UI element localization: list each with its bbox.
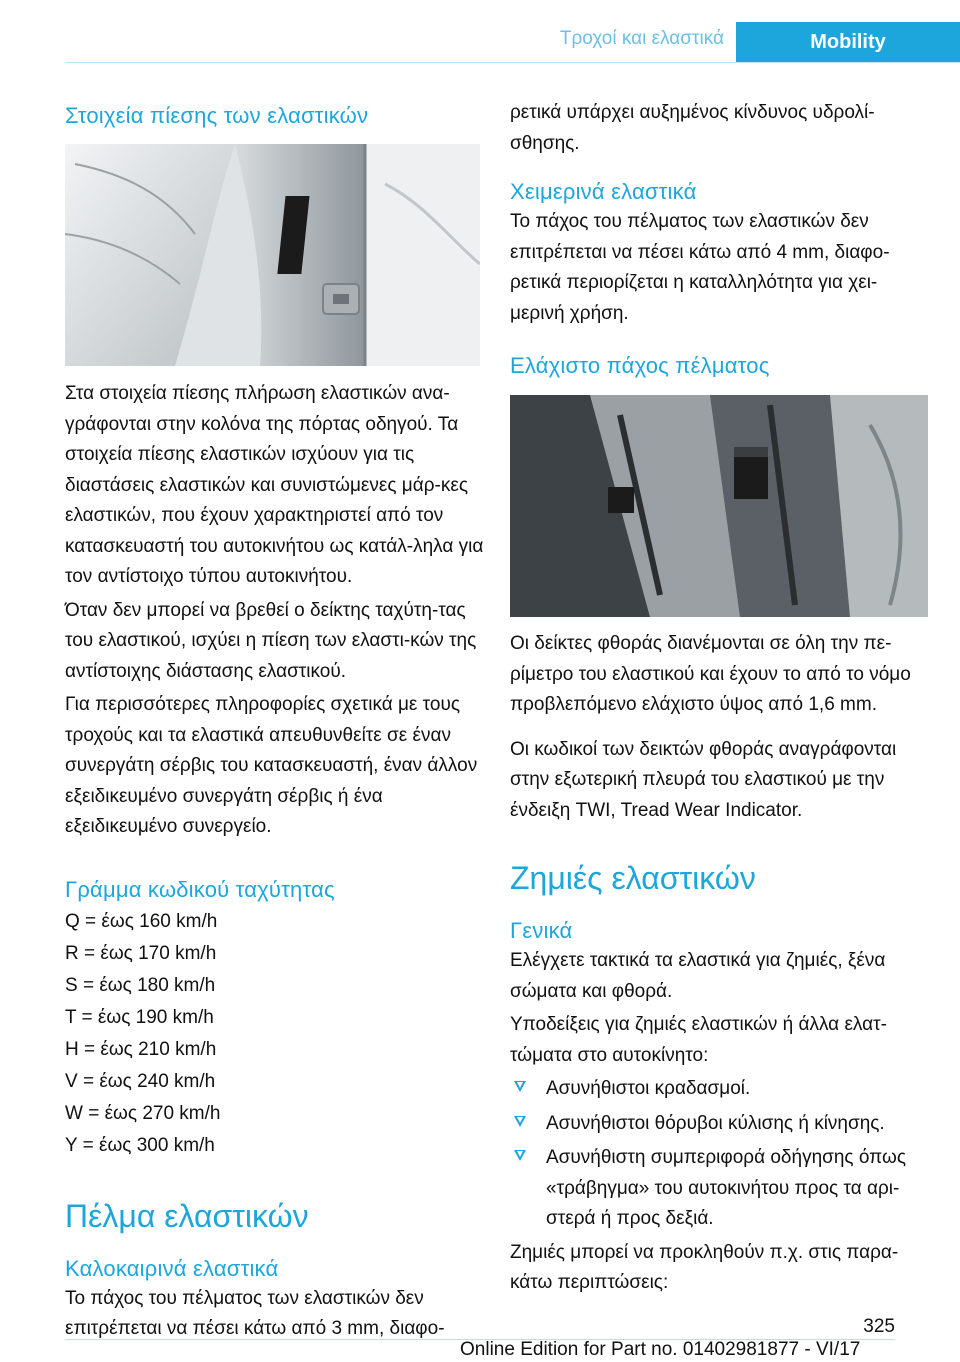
door-pillar-illustration — [65, 144, 480, 366]
damage-signs-list — [510, 1074, 930, 1235]
paragraph-wear-indicators: Οι δείκτες φθοράς διανέμονται σε όλη την πε‐ρίμετρο του ελαστικού και έχουν το από το νόμο προβλεπόμενο ελάχιστο ύψος από 1,6 mm. — [510, 633, 911, 715]
paragraph-tire-pressure-location: Στα στοιχεία πίεσης πλήρωση ελαστικών ανα‐γράφονται στην κολόνα της πόρτας οδηγού. Τα στοιχεία πίεσης ελαστικών ισχύουν για τις διαστάσεις ελαστικών και συνιστώμενες μάρ‐κες ελαστικών, που έχουν χαρακτηριστεί από τον κατασκευαστή του αυτοκινήτου ως κατάλ‐ληλα για τον αντίστοιχο τύπου αυτοκινήτου. — [65, 383, 484, 587]
bullet-triangle-icon — [514, 1150, 526, 1161]
header-section-title: Τροχοί και ελαστικά — [559, 28, 724, 49]
speed-code-item: S = έως 180 km/h — [65, 974, 216, 996]
heading-tire-tread: Πέλμα ελαστικών — [65, 1197, 309, 1234]
bullet-triangle-icon — [514, 1116, 526, 1127]
heading-summer-tires: Καλοκαιρινά ελαστικά — [65, 1255, 279, 1281]
heading-min-tread-depth: Ελάχιστο πάχος πέλματος — [510, 353, 770, 378]
speed-code-item: H = έως 210 km/h — [65, 1038, 217, 1060]
heading-general: Γενικά — [510, 918, 573, 943]
paragraph-damage-signs: Υποδείξεις για ζημιές ελαστικών ή άλλα ελατ‐τώματα στο αυτοκίνητο: — [510, 1014, 887, 1066]
speed-code-item: T = έως 190 km/h — [65, 1006, 214, 1028]
heading-tire-damage: Ζημιές ελαστικών — [510, 860, 756, 896]
list-item: Ασυνήθιστη συμπεριφορά οδήγησης όπως «τράβηγμα» του αυτοκινήτου προς τα αρι‐στερά ή προς δεξιά. — [510, 1143, 930, 1235]
paragraph-damage-causes: Ζημιές μπορεί να προκληθούν π.χ. στις παρα‐κάτω περιπτώσεις: — [510, 1241, 899, 1293]
footer-edition: Online Edition for Part no. 01402981877 - VI/17 — [460, 1339, 861, 1360]
tread-wear-figure — [510, 395, 928, 617]
paragraph-twi-marking: Οι κωδικοί των δεικτών φθοράς αναγράφονται στην εξωτερική πλευρά του ελαστικού με την ένδειξη TWI, Tread Wear Indicator. — [510, 738, 897, 821]
bullet-triangle-icon — [514, 1081, 526, 1092]
tread-wear-illustration — [510, 395, 928, 617]
page-header — [65, 22, 960, 63]
heading-tire-pressure: Στοιχεία πίεσης των ελαστικών — [65, 103, 369, 128]
page-number: 325 — [863, 1316, 895, 1337]
speed-code-item: W = έως 270 km/h — [65, 1102, 221, 1124]
paragraph-more-info: Για περισσότερες πληροφορίες σχετικά με τους τροχούς και τα ελαστικά απευθυνθείτε σε έναν συνεργάτη σέρβις του κατασκευαστή, έναν άλλον εξειδικευμένο συνεργάτη σέρβις ή ένα εξειδικευμένο συνεργείο. — [65, 694, 478, 837]
paragraph-winter-tread: Το πάχος του πέλματος των ελαστικών δεν επιτρέπεται να πέσει κάτω από 4 mm, διαφο‐ρετικά περιορίζεται η καταλληλότητα για χει‐μερινή χρήση. — [510, 211, 890, 324]
list-item: Ασυνήθιστοι κραδασμοί. — [510, 1074, 930, 1105]
speed-code-item: R = έως 170 km/h — [65, 942, 217, 964]
heading-speed-code: Γράμμα κωδικού ταχύτητας — [65, 876, 335, 902]
speed-code-item: Q = έως 160 km/h — [65, 910, 218, 932]
speed-code-item: Y = έως 300 km/h — [65, 1134, 215, 1156]
paragraph-summer-tread-continued: ρετικά υπάρχει αυξημένος κίνδυνος υδρολί‐σθησης. — [510, 102, 875, 154]
left-column — [65, 96, 485, 1345]
header-chapter-tab: Mobility — [736, 22, 960, 62]
right-column — [510, 98, 930, 1299]
heading-winter-tires: Χειμερινά ελαστικά — [510, 179, 697, 204]
speed-code-item: V = έως 240 km/h — [65, 1070, 216, 1092]
door-pillar-figure — [65, 144, 480, 366]
paragraph-speed-index-missing: Όταν δεν μπορεί να βρεθεί ο δείκτης ταχύτη‐τας του ελαστικού, ισχύει η πίεση των ελαστι‐κών της αντίστοιχης διάστασης ελαστικού. — [65, 599, 477, 682]
list-item: Ασυνήθιστοι θόρυβοι κύλισης ή κίνησης. — [510, 1109, 930, 1140]
paragraph-check-regularly: Ελέγχετε τακτικά τα ελαστικά για ζημιές, ξένα σώματα και φθορά. — [510, 950, 886, 1002]
speed-code-list — [65, 906, 485, 1162]
paragraph-summer-tread: Το πάχος του πέλματος των ελαστικών δεν επιτρέπεται να πέσει κάτω από 3 mm, διαφο‐ — [65, 1287, 445, 1339]
